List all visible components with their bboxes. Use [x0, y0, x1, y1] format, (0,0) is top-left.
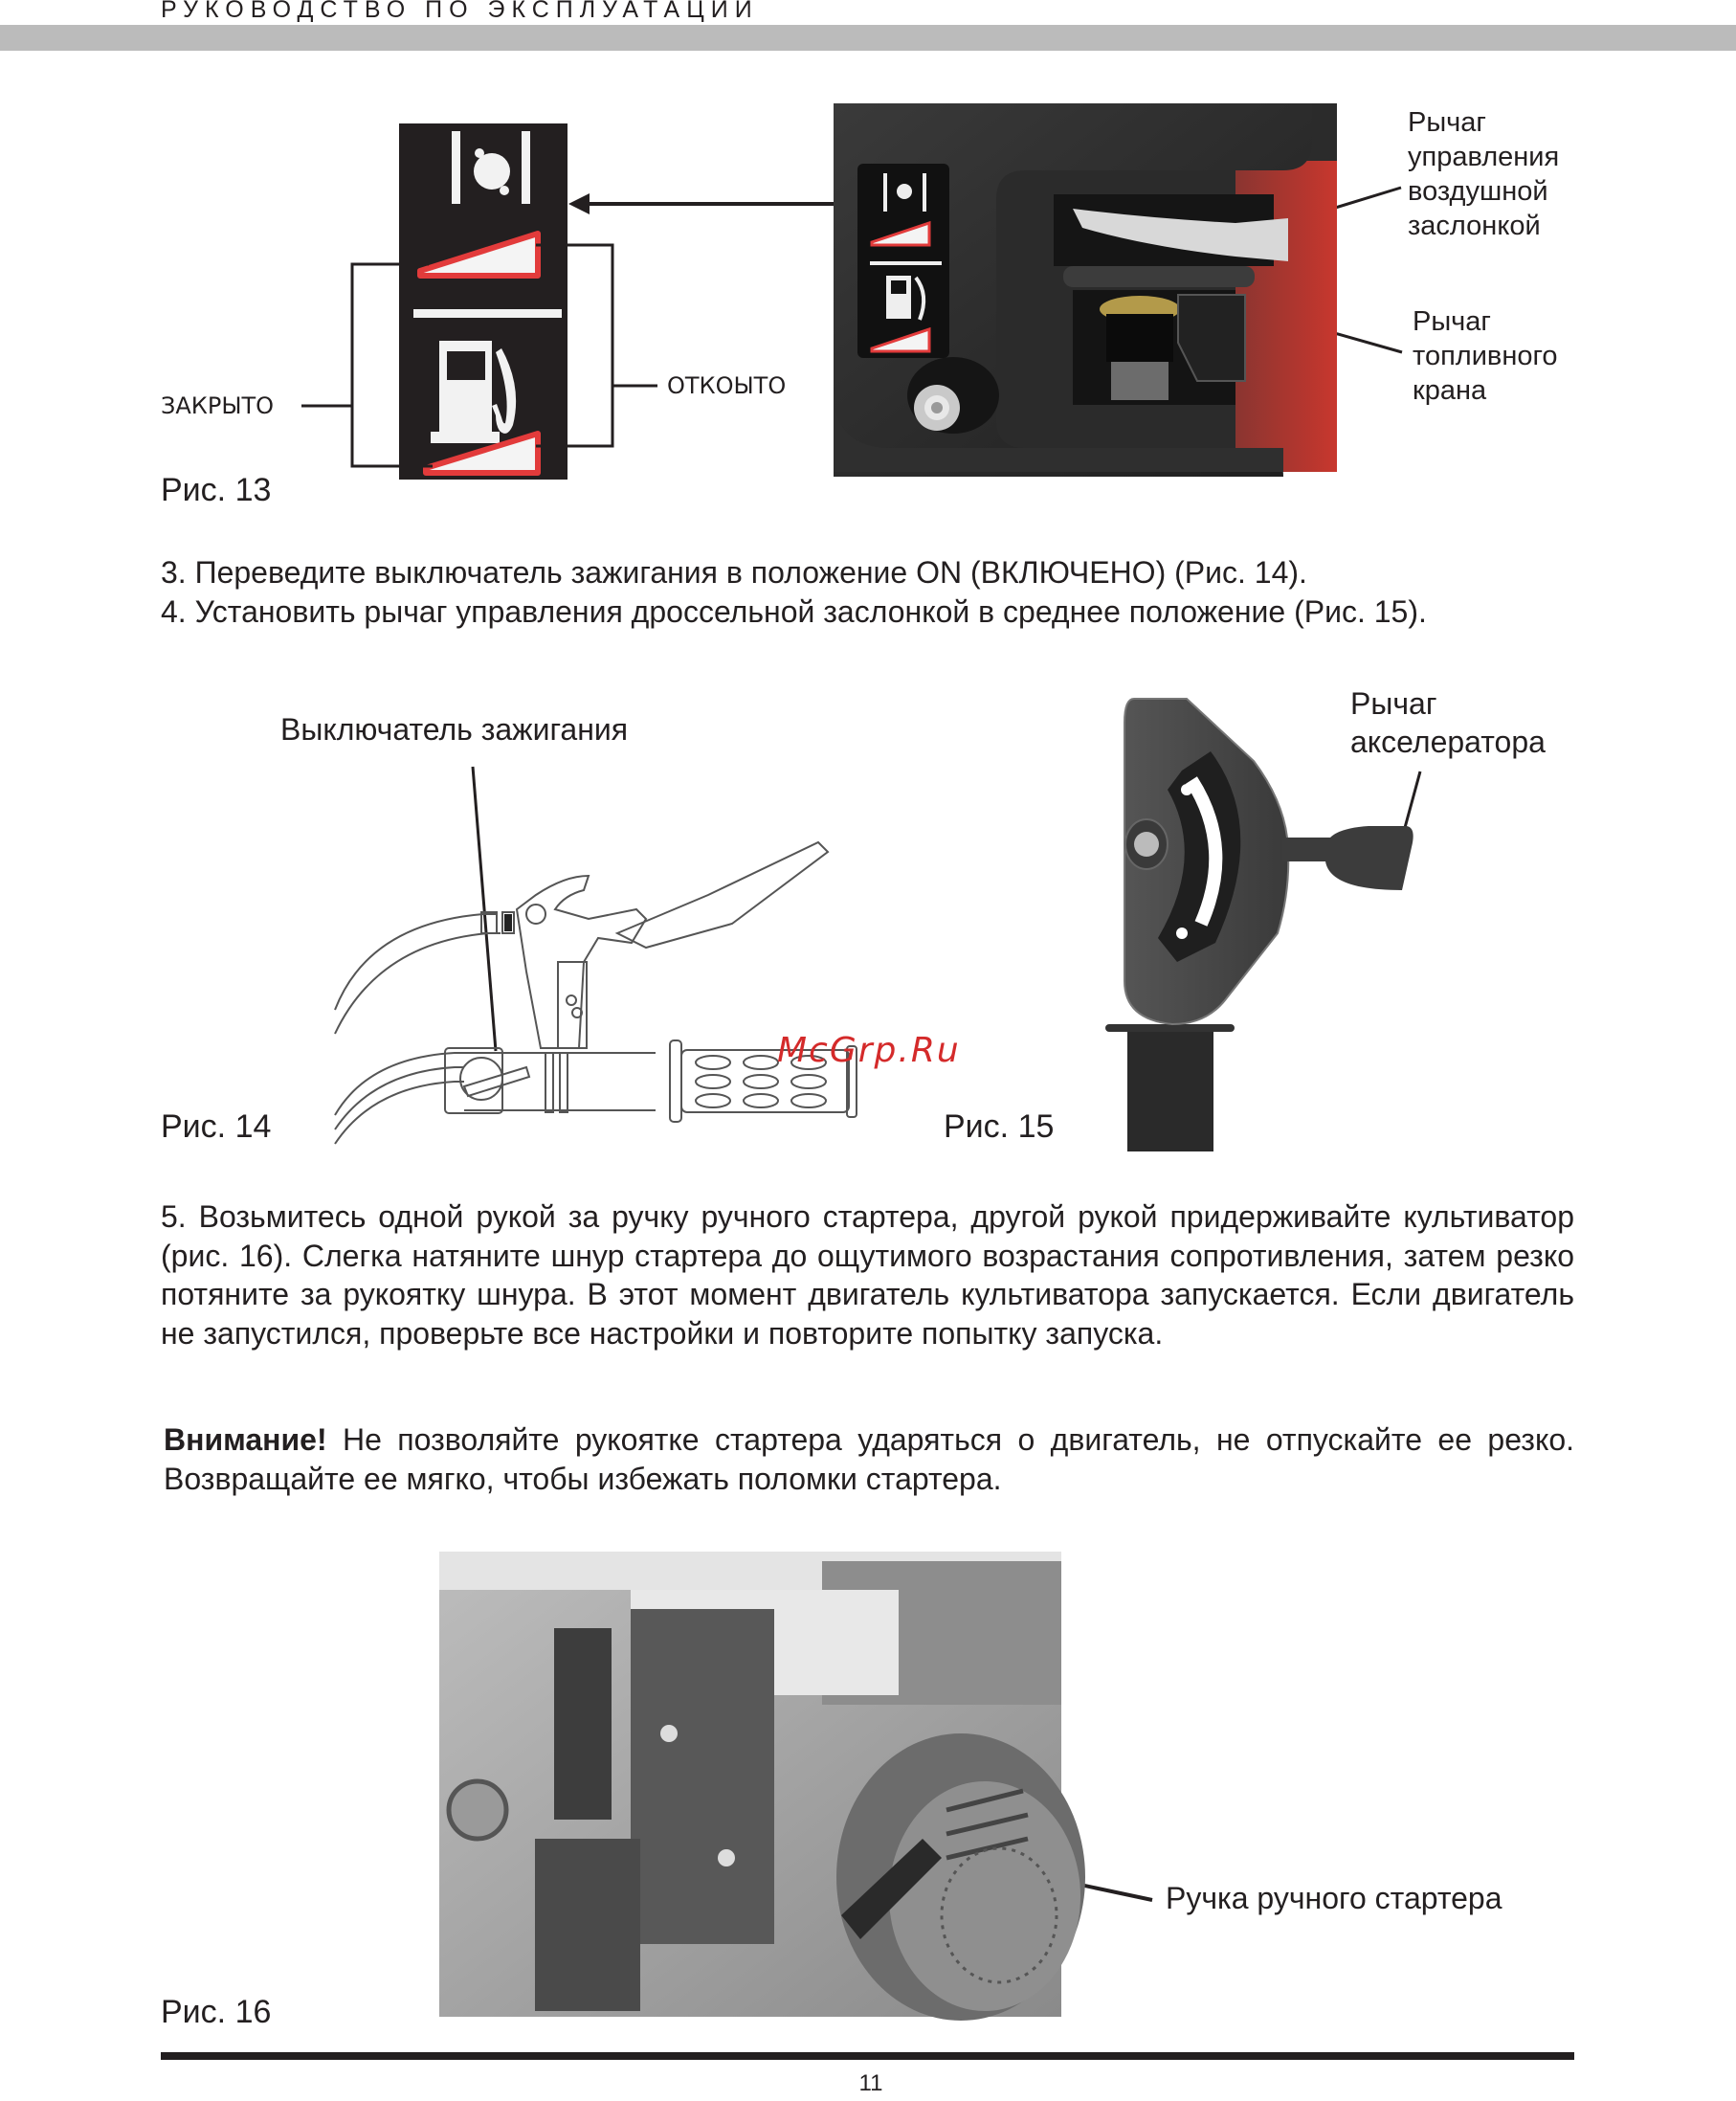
- throttle-label-line-1: Рычаг: [1350, 686, 1437, 721]
- fast-rabbit-icon: [1181, 784, 1192, 795]
- warning-text: Не позволяйте рукоятке стартера ударяться о двигатель, не отпускайте ее резко. Возвращайте ее мягко, чтобы избежать поломки стартера.: [164, 1422, 1574, 1496]
- choke-lever-label: [1408, 105, 1559, 243]
- fuel-label-line-3: крана: [1413, 375, 1487, 406]
- ignition-switch-label: Выключатель зажигания: [280, 712, 629, 747]
- page-number: 11: [858, 2070, 883, 2096]
- fig13-caption: Рис. 13: [161, 472, 272, 508]
- fig14-caption: Рис. 14: [161, 1108, 272, 1145]
- fig13-photo-choke-fuel-assembly: [834, 103, 1337, 472]
- pointer-arrow-head: [568, 193, 590, 214]
- fig15-caption: Рис. 15: [944, 1108, 1055, 1145]
- fig14-handlebar-drawing: [330, 818, 904, 1144]
- starter-handle-label: Ручка ручного стартера: [1166, 1881, 1502, 1915]
- watermark: McGrp.Ru: [777, 1031, 961, 1070]
- step-3: 3. Переведите выключатель зажигания в положение ON (ВКЛЮЧЕНО) (Рис. 14).: [161, 555, 1307, 590]
- choke-label-line-3: воздушной: [1408, 176, 1548, 207]
- slow-turtle-icon: [1176, 928, 1188, 939]
- throttle-label-line-2: акселератора: [1350, 725, 1546, 759]
- running-header: РУКОВОДСТВО ПО ЭКСПЛУАТАЦИИ: [161, 0, 759, 23]
- choke-bar-right: [522, 131, 530, 204]
- label-open: ОТКОЫТО: [667, 372, 787, 399]
- fuel-choke-sticker-enlarged: [399, 123, 568, 480]
- choke-bar-left: [452, 131, 460, 204]
- choke-label-line-1: Рычаг: [1408, 107, 1487, 138]
- label-closed: ЗАКРЫТО: [161, 392, 275, 419]
- throttle-lever-label: [1350, 684, 1546, 761]
- footer-rule: [161, 2052, 1574, 2060]
- step-5: 5. Возьмитесь одной рукой за ручку ручного стартера, другой рукой придерживайте культиватор (рис. 16). Слегка натяните шнур стартера до ощутимого возрастания сопротивления, затем резко потяните за рукоятку шнура. В этот момент двигатель культиватора запускается. Если двигатель не запустился, проверьте все настройки и повторите попытку запуска.: [161, 1199, 1574, 1351]
- step-4: 4. Установить рычаг управления дроссельной заслонкой в среднее положение (Рис. 15).: [161, 594, 1427, 629]
- photo-sticker: [857, 164, 949, 358]
- header-bar: [0, 25, 1736, 51]
- fuel-lever-label: [1413, 304, 1558, 408]
- choke-label-line-2: управления: [1408, 142, 1560, 172]
- fuel-label-line-2: топливного: [1413, 341, 1558, 371]
- sticker-divider: [413, 309, 562, 318]
- throttle-lever: [1282, 826, 1413, 890]
- warning-paragraph: [164, 1420, 1574, 1498]
- fig15-throttle-lever-drawing: [1101, 694, 1450, 1151]
- fuel-label-line-1: Рычаг: [1413, 306, 1492, 337]
- fuel-pump-window: [447, 351, 485, 380]
- fig16-caption: Рис. 16: [161, 1994, 272, 2030]
- choke-label-line-4: заслонкой: [1408, 211, 1541, 241]
- fig16-photo-engine-starter: [439, 1552, 1061, 2017]
- warning-label: Внимание!: [164, 1422, 327, 1457]
